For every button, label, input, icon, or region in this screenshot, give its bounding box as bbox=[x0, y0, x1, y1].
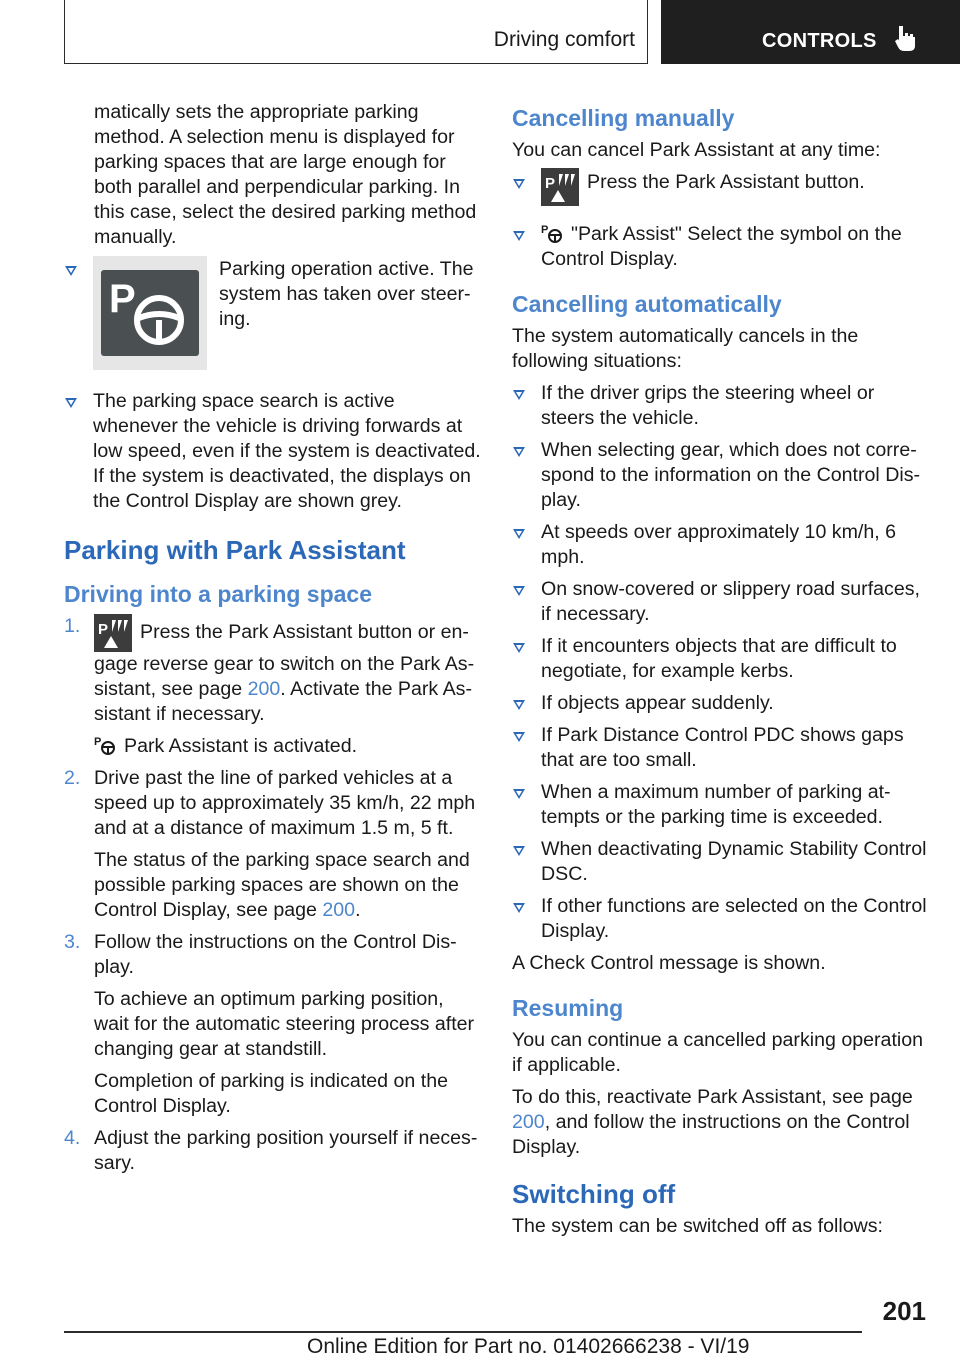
list-item: When selecting gear, which does not correspond to the information on the Control Display. bbox=[512, 438, 930, 513]
list-item: If the driver grips the steering wheel or steers the vehicle. bbox=[512, 381, 930, 431]
bullet-triangle-icon bbox=[513, 529, 525, 539]
bullet-triangle-icon bbox=[513, 700, 525, 710]
list-item bbox=[64, 257, 482, 375]
header-chapter-tab bbox=[661, 0, 960, 64]
list-item: At speeds over approximately 10 km/h, 6 mph. bbox=[512, 520, 930, 570]
left-column bbox=[64, 100, 482, 1183]
step-item: 1. P Press the Park Assistant button or engage reverse gear to switch on the Park Assistant, see page 200. Activate the Park Assistant if necessary. P Park Assistant is activated. bbox=[64, 615, 475, 757]
step-item: 3. Follow the instructions on the Control Display. To achieve an optimum parking position, wait for the automatic steering process after changing gear at standstill. Completion of parking is indicated on the Control Display. bbox=[64, 931, 475, 1117]
step-number: 4. bbox=[64, 1127, 81, 1149]
parking-operation-active-icon bbox=[93, 256, 207, 370]
bullet-triangle-icon bbox=[513, 789, 525, 799]
subsection-heading: Driving into a parking space bbox=[64, 581, 373, 607]
bullet-triangle-icon bbox=[65, 266, 77, 276]
subsection-heading: Resuming bbox=[512, 995, 624, 1021]
list-item: If Park Distance Control PDC shows gaps that are too small. bbox=[512, 723, 930, 773]
paragraph: The system automatically cancels in the following situations: bbox=[512, 325, 859, 372]
step-item: 2. Drive past the line of parked vehicles at a speed up to approximately 35 km/h, 22 mph and at a distance of maximum 1.5 m, 5 ft. The status of the parking space search and possible parking spaces are shown on the Control Display, see page 200. bbox=[64, 767, 476, 921]
list-item bbox=[64, 389, 482, 514]
paragraph: You can cancel Park Assistant at any time: bbox=[512, 139, 881, 161]
list-item: P "Park Assist" Select the symbol on the Control Display. bbox=[512, 222, 930, 272]
bullet-triangle-icon bbox=[513, 231, 525, 241]
svg-text:P: P bbox=[94, 736, 102, 748]
step-item: 4. Adjust the parking position yourself if necessary. bbox=[64, 1127, 478, 1174]
park-assist-symbol-icon bbox=[541, 222, 563, 244]
list-item: P Press the Park Assistant button. bbox=[512, 170, 930, 206]
search-active-text: The parking space search is active whenever the vehicle is driving forwards at low speed, even if the system is deactivated. If the system is deactivated, the displays on the Control Display are shown grey. bbox=[93, 390, 481, 512]
page-link[interactable]: 200 bbox=[512, 1111, 545, 1133]
bullet-triangle-icon bbox=[513, 179, 525, 189]
footer-edition: Online Edition for Part no. 01402666238 - VI/19 bbox=[307, 1335, 750, 1358]
pointing-hand-icon bbox=[893, 24, 919, 52]
step-number: 1. bbox=[64, 615, 81, 637]
step-number: 2. bbox=[64, 767, 81, 789]
list-item: When deactivating Dynamic Stability Control DSC. bbox=[512, 837, 930, 887]
bullet-triangle-icon bbox=[513, 903, 525, 913]
park-assistant-button-icon bbox=[94, 614, 132, 652]
bullet-triangle-icon bbox=[513, 732, 525, 742]
park-assist-symbol-icon bbox=[94, 734, 116, 756]
list-item: If it encounters objects that are difficult to negotiate, for example kerbs. bbox=[512, 634, 930, 684]
header-chapter-title: CONTROLS bbox=[762, 30, 877, 52]
header-section-title: Driving comfort bbox=[493, 28, 635, 51]
paragraph: The system can be switched off as follows: bbox=[512, 1215, 883, 1237]
svg-text:P: P bbox=[545, 175, 556, 192]
svg-text:P: P bbox=[98, 621, 109, 638]
list-item: If other functions are selected on the Control Display. bbox=[512, 894, 930, 944]
bullet-triangle-icon bbox=[513, 390, 525, 400]
intro-paragraph: matically sets the appropriate parking method. A selection menu is displayed for parking spaces that are large enough for both parallel and perpendicular parking. In this case, select the desired parking method manually. bbox=[94, 101, 477, 248]
paragraph: To do this, reactivate Park Assistant, see page 200, and follow the instructions on the Control Display. bbox=[512, 1086, 913, 1158]
bullet-triangle-icon bbox=[513, 846, 525, 856]
paragraph: A Check Control message is shown. bbox=[512, 952, 826, 974]
paragraph: You can continue a cancelled parking operation if applicable. bbox=[512, 1029, 924, 1076]
right-column bbox=[512, 100, 930, 1246]
page-link[interactable]: 200 bbox=[322, 899, 356, 921]
parking-active-text: Parking operation active. The system has taken over steering. bbox=[219, 258, 474, 330]
svg-text:P: P bbox=[109, 277, 136, 321]
page-link[interactable]: 200 bbox=[247, 678, 281, 700]
list-item: When a maximum number of parking attempts or the parking time is exceeded. bbox=[512, 780, 930, 830]
section-heading: Parking with Park Assistant bbox=[64, 535, 406, 565]
bullet-triangle-icon bbox=[513, 447, 525, 457]
page-number: 201 bbox=[882, 1296, 926, 1326]
subsection-heading: Cancelling manually bbox=[512, 105, 735, 131]
bullet-triangle-icon bbox=[513, 586, 525, 596]
header-section-box bbox=[64, 0, 648, 64]
subsection-heading: Cancelling automatically bbox=[512, 291, 782, 317]
park-assistant-button-icon bbox=[541, 168, 579, 206]
section-heading: Switching off bbox=[512, 1179, 676, 1209]
list-item: If objects appear suddenly. bbox=[512, 691, 930, 716]
bullet-triangle-icon bbox=[513, 643, 525, 653]
footer-divider bbox=[64, 1331, 862, 1333]
svg-text:P: P bbox=[541, 224, 549, 236]
list-item: On snow-covered or slippery road surfaces, if necessary. bbox=[512, 577, 930, 627]
bullet-triangle-icon bbox=[65, 398, 77, 408]
step-number: 3. bbox=[64, 931, 81, 953]
